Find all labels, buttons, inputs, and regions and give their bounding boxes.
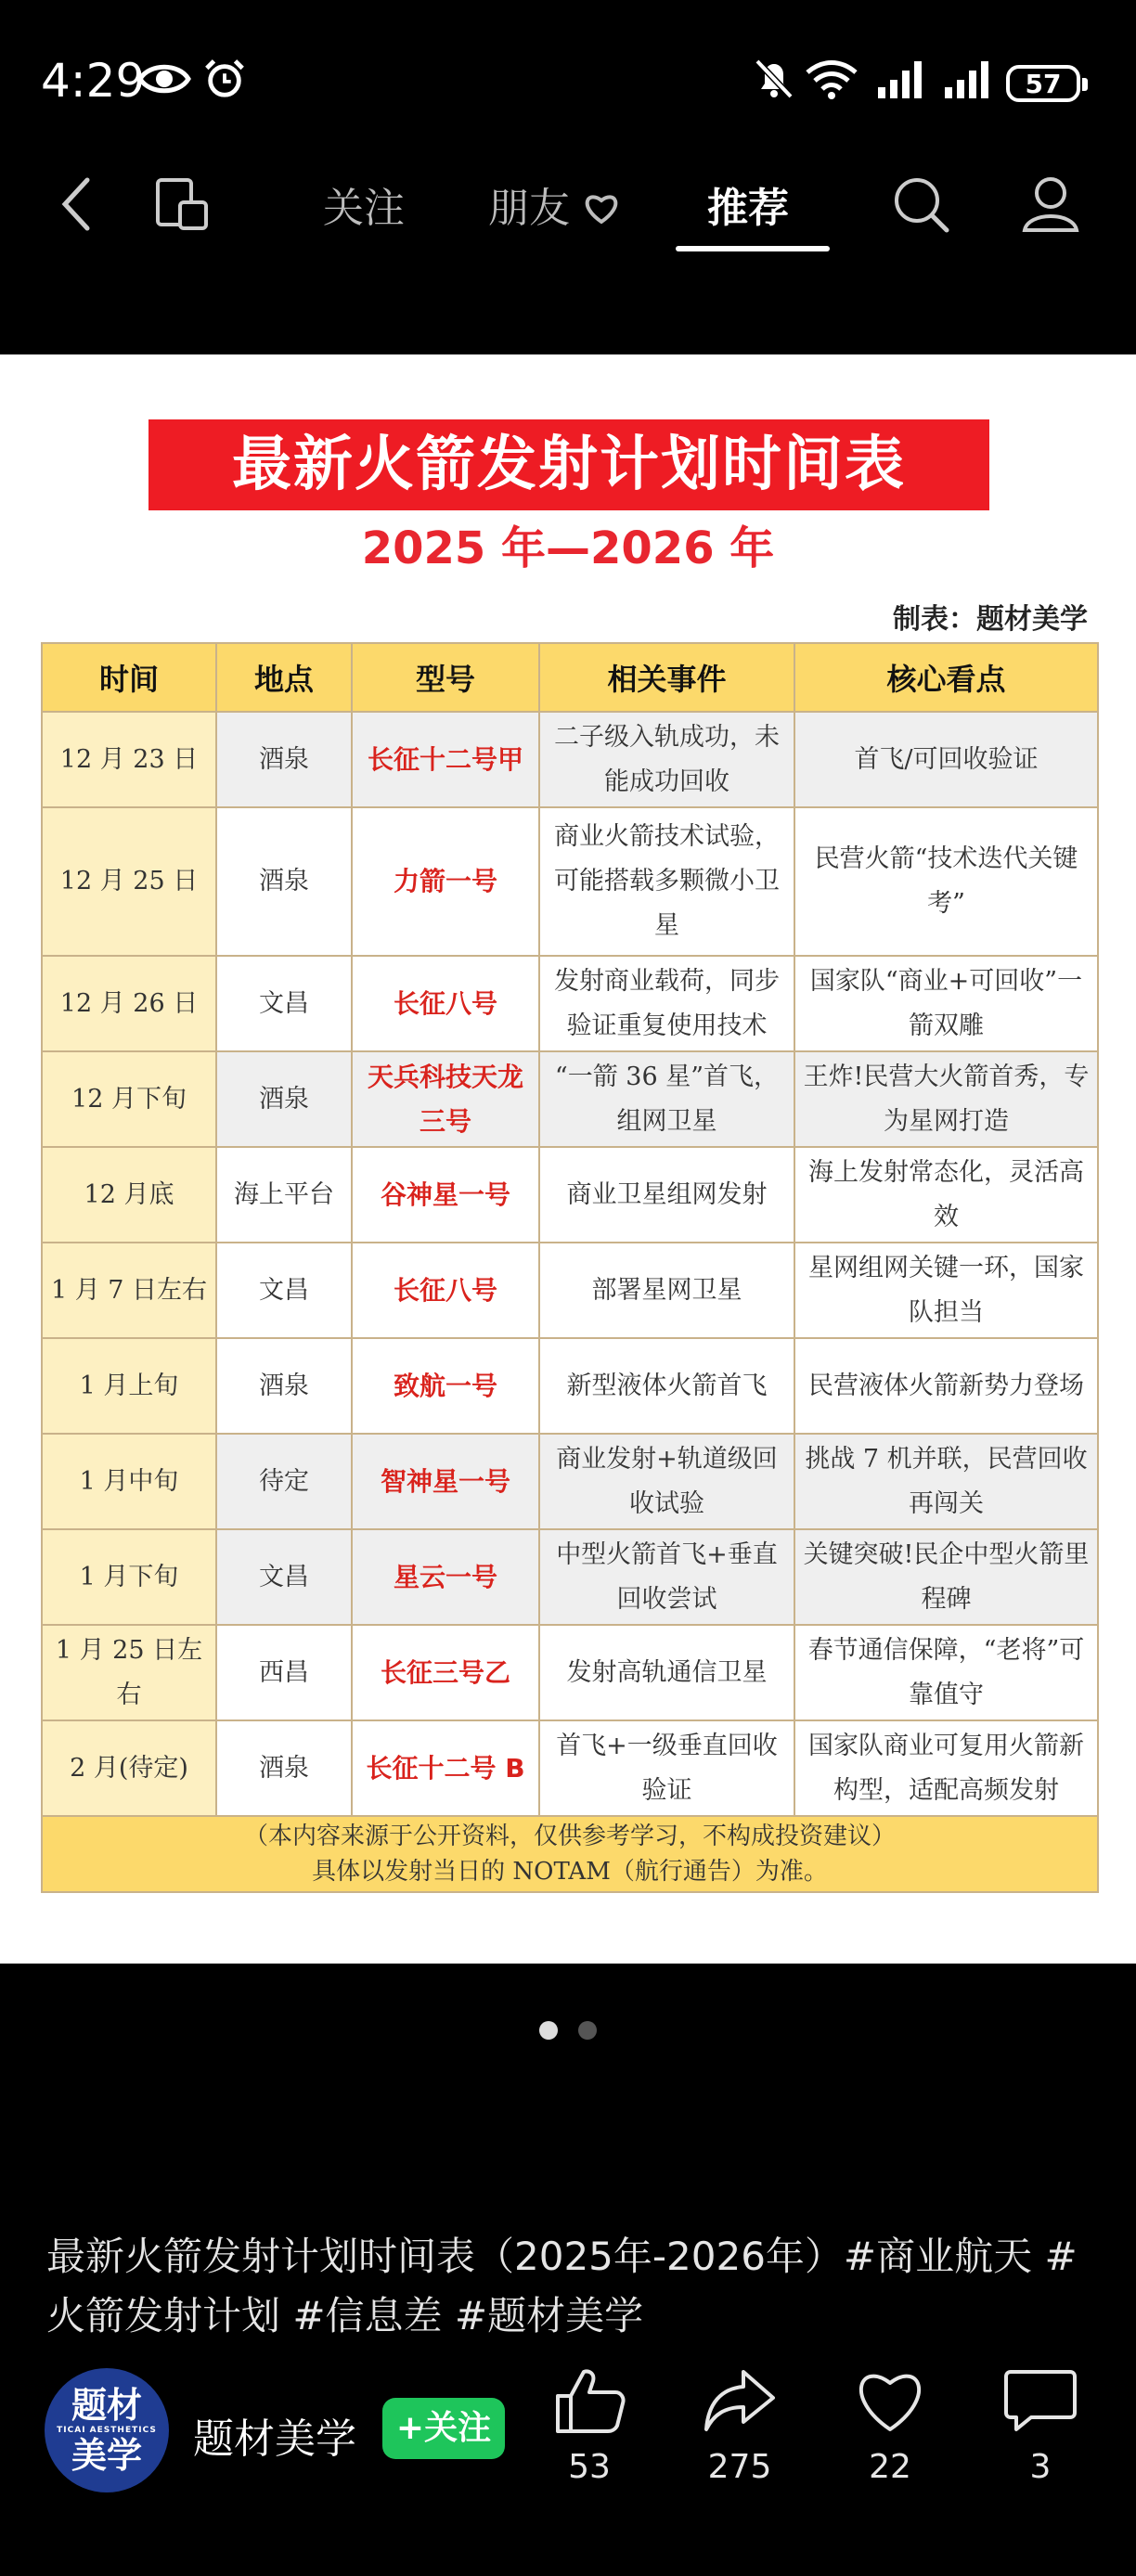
cell-time: 2 月(待定) (42, 1720, 216, 1816)
cell-event: “一箭 36 星”首飞，组网卫星 (539, 1051, 794, 1147)
cell-model: 长征八号 (352, 1243, 539, 1338)
cell-place: 酒泉 (216, 807, 352, 956)
table-row (42, 1243, 1098, 1338)
cell-time: 1 月 7 日左右 (42, 1243, 216, 1338)
pager-dot[interactable] (578, 2021, 597, 2040)
poster-title: 最新火箭发射计划时间表 (232, 431, 906, 499)
cell-place: 文昌 (216, 956, 352, 1051)
cell-focus: 王炸!民营大火箭首秀，专为星网打造 (794, 1051, 1098, 1147)
cell-place: 酒泉 (216, 1051, 352, 1147)
cell-time: 12 月 23 日 (42, 712, 216, 807)
like-count: 53 (568, 2448, 611, 2486)
author-name[interactable]: 题材美学 (193, 2415, 356, 2463)
poster-subtitle: 2025 年—2026 年 (361, 522, 775, 574)
cell-model: 智神星一号 (352, 1434, 539, 1529)
status-time: 4:29 (41, 54, 146, 108)
table-row (42, 1434, 1098, 1529)
cell-model: 长征十二号 B (352, 1720, 539, 1816)
profile-icon[interactable] (1021, 174, 1080, 234)
cell-place: 文昌 (216, 1529, 352, 1625)
tab-friends-label: 朋友 (488, 185, 570, 232)
cell-focus: 民营液体火箭新势力登场 (794, 1338, 1098, 1434)
cell-event: 商业卫星组网发射 (539, 1147, 794, 1243)
cell-place: 酒泉 (216, 712, 352, 807)
back-icon[interactable] (58, 174, 95, 234)
tab-friends[interactable] (488, 174, 620, 234)
share-icon (703, 2366, 777, 2435)
share-count: 275 (707, 2448, 772, 2486)
cell-event: 二子级入轨成功，未能成功回收 (539, 712, 794, 807)
battery-indicator: 57 (1006, 65, 1080, 102)
cell-place: 西昌 (216, 1625, 352, 1720)
cell-focus: 国家队“商业+可回收”一箭双雕 (794, 956, 1098, 1051)
avatar-text-3: 美学 (71, 2435, 142, 2476)
avatar-text-2: TICAI AESTHETICS (57, 2426, 157, 2435)
cell-event: 中型火箭首飞+垂直回收尝试 (539, 1529, 794, 1625)
eye-icon (137, 58, 191, 100)
favorite-count: 22 (869, 2448, 911, 2486)
multi-window-icon[interactable] (154, 174, 212, 234)
cell-focus: 挑战 7 机并联，民营回收再闯关 (794, 1434, 1098, 1529)
table-row (42, 1529, 1098, 1625)
signal-icon-2 (943, 58, 991, 100)
table-row (42, 1720, 1098, 1816)
cell-event: 新型液体火箭首飞 (539, 1338, 794, 1434)
table-footnote (42, 1816, 1098, 1892)
footnote-line-2: 具体以发射当日的 NOTAM（航行通告）为准。 (312, 1858, 828, 1886)
cell-event: 发射高轨通信卫星 (539, 1625, 794, 1720)
table-row (42, 1625, 1098, 1720)
cell-model: 致航一号 (352, 1338, 539, 1434)
tab-recommend[interactable]: 推荐 (707, 185, 789, 232)
header-focus: 核心看点 (794, 643, 1098, 712)
table-row (42, 1147, 1098, 1243)
pager-dot-active[interactable] (539, 2021, 558, 2040)
cell-time: 12 月下旬 (42, 1051, 216, 1147)
comment-count: 3 (1029, 2448, 1052, 2486)
cell-model: 长征八号 (352, 956, 539, 1051)
like-button[interactable] (538, 2366, 640, 2486)
cell-focus: 国家队商业可复用火箭新构型，适配高频发射 (794, 1720, 1098, 1816)
cell-event: 首飞+一级垂直回收验证 (539, 1720, 794, 1816)
cell-focus: 关键突破!民企中型火箭里程碑 (794, 1529, 1098, 1625)
active-tab-indicator (676, 246, 830, 251)
cell-place: 文昌 (216, 1243, 352, 1338)
cell-model: 长征十二号甲 (352, 712, 539, 807)
cell-focus: 星网组网关键一环，国家队担当 (794, 1243, 1098, 1338)
table-header-row (42, 643, 1098, 712)
wifi-icon (804, 58, 859, 100)
cell-model: 长征三号乙 (352, 1625, 539, 1720)
cell-place: 酒泉 (216, 1720, 352, 1816)
post-image[interactable] (0, 354, 1136, 1964)
poster-title-banner (148, 419, 989, 510)
cell-place: 酒泉 (216, 1338, 352, 1434)
cell-event: 商业发射+轨道级回收试验 (539, 1434, 794, 1529)
cell-time: 12 月 26 日 (42, 956, 216, 1051)
table-footnote-row (42, 1816, 1098, 1892)
alarm-icon (202, 58, 247, 100)
heart-icon (583, 192, 620, 225)
comment-button[interactable] (989, 2366, 1091, 2486)
favorite-button[interactable] (839, 2366, 941, 2486)
cell-model: 力箭一号 (352, 807, 539, 956)
share-button[interactable] (689, 2366, 791, 2486)
cell-event: 发射商业载荷，同步验证重复使用技术 (539, 956, 794, 1051)
table-row (42, 712, 1098, 807)
comment-icon (1003, 2366, 1078, 2435)
cell-model: 星云一号 (352, 1529, 539, 1625)
table-row (42, 1338, 1098, 1434)
cell-focus: 首飞/可回收验证 (794, 712, 1098, 807)
header-place: 地点 (216, 643, 352, 712)
table-row (42, 956, 1098, 1051)
cell-time: 12 月底 (42, 1147, 216, 1243)
cell-place: 待定 (216, 1434, 352, 1529)
image-pager (0, 2021, 1136, 2043)
cell-focus: 春节通信保障，“老将”可靠值守 (794, 1625, 1098, 1720)
table-row (42, 807, 1098, 956)
footnote-line-1: （本内容来源于公开资料，仅供参考学习，不构成投资建议） (243, 1823, 896, 1850)
table-row (42, 1051, 1098, 1147)
cell-time: 12 月 25 日 (42, 807, 216, 956)
thumbs-up-icon (552, 2366, 626, 2435)
post-caption[interactable]: 最新火箭发射计划时间表（2025年-2026年）#商业航天 #火箭发射计划 #信息差 #题材美学 (46, 2234, 1078, 2338)
status-bar (0, 0, 1136, 167)
heart-icon (853, 2366, 927, 2435)
cell-event: 部署星网卫星 (539, 1243, 794, 1338)
cell-time: 1 月上旬 (42, 1338, 216, 1434)
cell-time: 1 月下旬 (42, 1529, 216, 1625)
avatar[interactable] (45, 2368, 169, 2492)
cell-time: 1 月中旬 (42, 1434, 216, 1529)
header-model: 型号 (352, 643, 539, 712)
header-time: 时间 (42, 643, 216, 712)
tab-follow[interactable]: 关注 (323, 185, 405, 232)
cell-model: 谷神星一号 (352, 1147, 539, 1243)
cell-focus: 民营火箭“技术迭代关键考” (794, 807, 1098, 956)
search-icon[interactable] (891, 174, 950, 234)
header-event: 相关事件 (539, 643, 794, 712)
cell-event: 商业火箭技术试验，可能搭载多颗微小卫星 (539, 807, 794, 956)
follow-button[interactable]: +关注 (382, 2398, 505, 2459)
poster-credit: 制表：题材美学 (893, 603, 1088, 636)
cell-time: 1 月 25 日左右 (42, 1625, 216, 1720)
cell-place: 海上平台 (216, 1147, 352, 1243)
cell-focus: 海上发射常态化，灵活高效 (794, 1147, 1098, 1243)
avatar-text-1: 题材 (71, 2385, 142, 2426)
signal-icon (876, 58, 924, 100)
mute-bell-icon (754, 58, 794, 100)
cell-model: 天兵科技天龙三号 (352, 1051, 539, 1147)
launch-schedule-table (41, 642, 1099, 1893)
